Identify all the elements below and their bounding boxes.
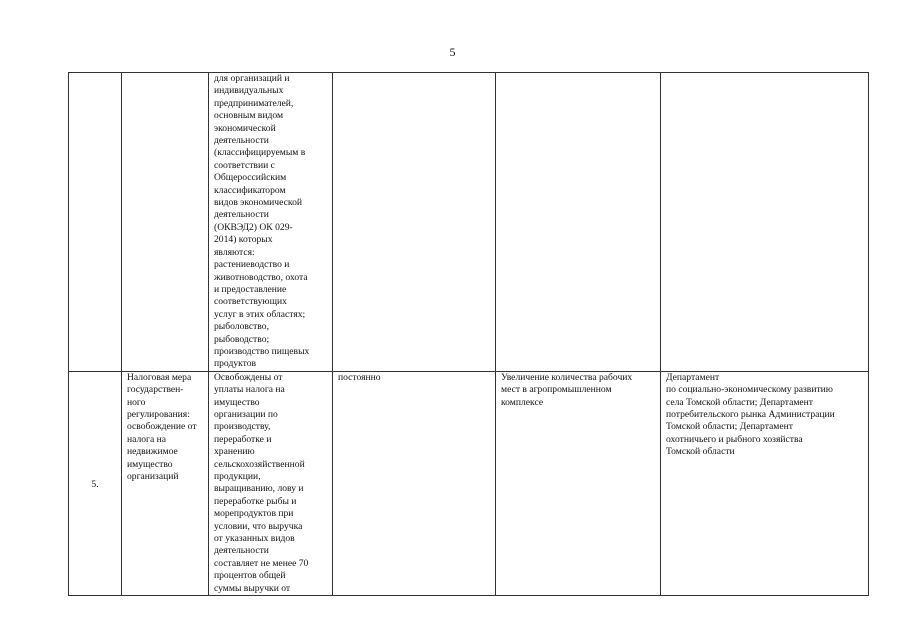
table-row-5 bbox=[69, 371, 869, 595]
cell-responsible: Департамент по социально-экономическому развитию села Томской области; Департамент потребительского рынка Администрации Томской области; Департамент охотничьего и рыбного хозяйства Томской области bbox=[661, 371, 869, 595]
cell-number: 5. bbox=[69, 371, 122, 595]
cell-term: постоянно bbox=[333, 371, 496, 595]
cell-goal bbox=[496, 73, 661, 372]
cell-number bbox=[69, 73, 122, 372]
page-number: 5 bbox=[449, 45, 456, 59]
cell-measure bbox=[122, 73, 209, 372]
cell-term bbox=[333, 73, 496, 372]
cell-measure: Налоговая мера государствен- ного регулирования: освобождение от налога на недвижимое имущество организаций bbox=[122, 371, 209, 595]
cell-conditions: для организаций и индивидуальных предпринимателей, основным видом экономической деятельности (классифицируемым в соответствии с Общероссийским классификатором видов экономической деятельности (ОКВЭД2) ОК 029- 2014) которых являются: растениеводство и животноводство, охота и предоставление соответствующих услуг в этих областях; рыболовство, рыбоводство; производство пищевых продуктов bbox=[209, 73, 333, 372]
cell-conditions: Освобождены от уплаты налога на имущество организации по производству, переработке и хранению сельскохозяйственной продукции, выращиванию, лову и переработке рыбы и морепродуктов при условии, что выручка от указанных видов деятельности составляет не менее 70 процентов общей суммы выручки от bbox=[209, 371, 333, 595]
cell-goal: Увеличение количества рабочих мест в агропромышленном комплексе bbox=[496, 371, 661, 595]
table-row-continuation bbox=[69, 73, 869, 372]
cell-responsible bbox=[661, 73, 869, 372]
measures-table bbox=[68, 72, 869, 596]
